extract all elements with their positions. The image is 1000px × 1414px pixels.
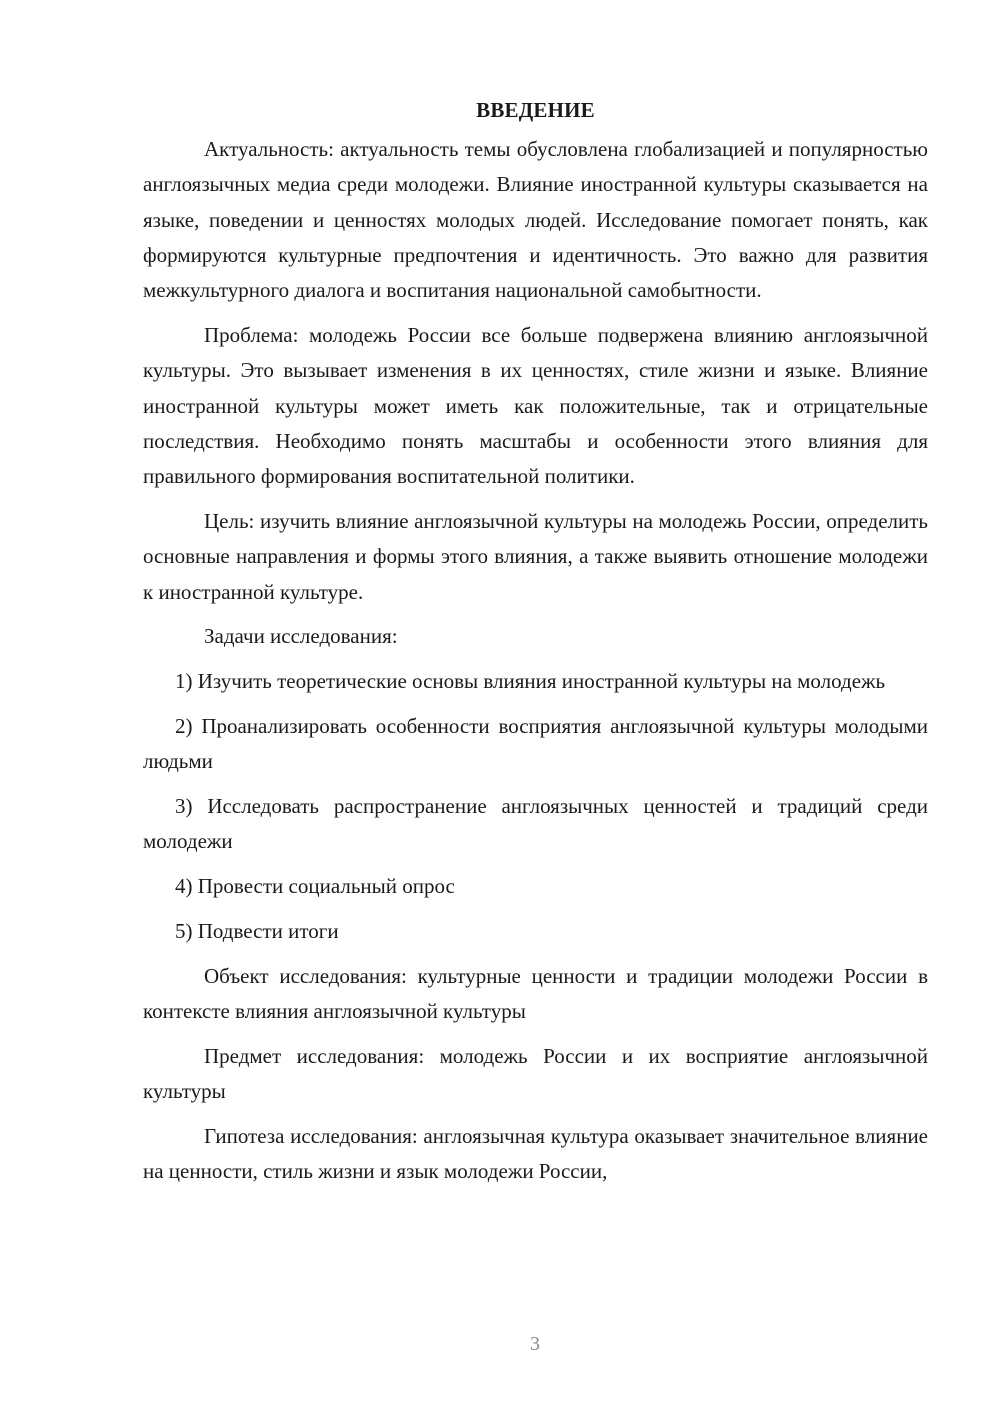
task-item-2: 2) Проанализировать особенности восприятия англоязычной культуры молодыми людьми: [143, 713, 928, 774]
page-number: 3: [530, 1333, 540, 1355]
hypothesis-paragraph: Гипотеза исследования: англоязычная культура оказывает значительное влияние на ценности, стиль жизни и язык молодежи России,: [143, 1123, 928, 1184]
task-item-5: 5) Подвести итоги: [175, 918, 339, 943]
relevance-paragraph: Актуальность: актуальность темы обусловлена глобализацией и популярностью англоязычных медиа среди молодежи. Влияние иностранной культуры сказывается на языке, поведении и ценностях молодых людей. Исследование помогает понять, как формируются культурные предпочтения и идентичность. Это важно для развития межкультурного диалога и воспитания национальной самобытности.: [143, 137, 928, 303]
problem-paragraph: Проблема: молодежь России все больше подвержена влиянию англоязычной культуры. Это вызывает изменения в их ценностях, стиле жизни и языке. Влияние иностранной культуры может иметь как положительные, так и отрицательные последствия. Необходимо понять масштабы и особенности этого влияния для правильного формирования воспитательной политики.: [143, 322, 928, 489]
page-content: [143, 92, 928, 1190]
goal-paragraph: Цель: изучить влияние англоязычной культуры на молодежь России, определить основные направления и формы этого влияния, а также выявить отношение молодежи к иностранной культуре.: [143, 508, 928, 604]
task-item-4: 4) Провести социальный опрос: [175, 874, 455, 899]
section-title: ВВЕДЕНИЕ: [476, 98, 595, 122]
task-item-1: 1) Изучить теоретические основы влияния иностранной культуры на молодежь: [175, 669, 886, 694]
object-paragraph: Объект исследования: культурные ценности и традиции молодежи России в контексте влияния англоязычной культуры: [143, 963, 928, 1024]
subject-paragraph: Предмет исследования: молодежь России и их восприятие англоязычной культуры: [143, 1043, 928, 1104]
task-item-3: 3) Исследовать распространение англоязычных ценностей и традиций среди молодежи: [143, 794, 928, 854]
tasks-heading: Задачи исследования:: [204, 624, 398, 649]
